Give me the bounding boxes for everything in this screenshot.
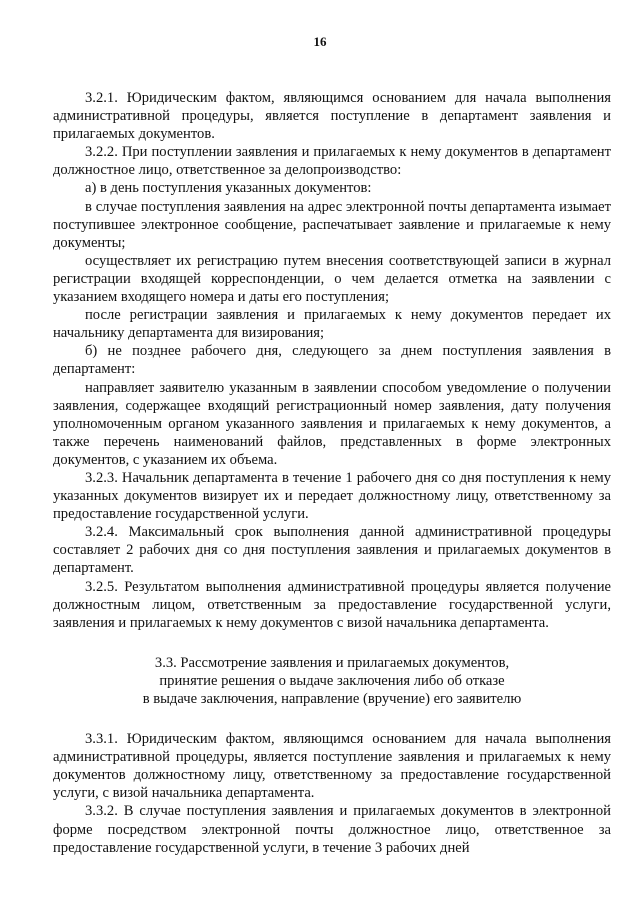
paragraph-3-2-3: 3.2.3. Начальник департамента в течение 1 рабочего дня со дня поступления к нему указанных документов визирует их и передает должностному лицу, ответственному за предоставление государственной услуги.: [53, 469, 611, 523]
section-heading-3-3: [53, 654, 611, 708]
section-heading-line-1: 3.3. Рассмотрение заявления и прилагаемых документов,: [154, 654, 510, 671]
paragraph-registration: осуществляет их регистрацию путем внесения соответствующей записи в журнал регистрации входящей корреспонденции, о чем делается отметка на заявлении с указанием входящего номера и даты его поступления;: [53, 252, 611, 306]
page-number: 16: [313, 34, 327, 49]
paragraph-3-3-2: 3.3.2. В случае поступления заявления и прилагаемых документов в электронной форме посредством электронной почты должностное лицо, ответственное за предоставление государственной услуги, в течение 3 рабочих дней: [53, 803, 611, 856]
paragraph-3-2-1: 3.2.1. Юридическим фактом, являющимся основанием для начала выполнения административной процедуры, является поступление в департамент заявления и прилагаемых документов.: [53, 90, 611, 143]
paragraph-3-2-4: 3.2.4. Максимальный срок выполнения данной административной процедуры составляет 2 рабочих дня со дня поступления заявления и прилагаемых документов в департамент.: [53, 524, 611, 577]
document-body: [53, 89, 611, 857]
paragraph-3-2-5: 3.2.5. Результатом выполнения административной процедуры является получение должностным лицом, ответственным за предоставление государственной услуги, заявления и прилагаемых к нему документов с визой начальника департамента.: [53, 578, 611, 631]
paragraph-transfer-to-head: после регистрации заявления и прилагаемых к нему документов передает их начальнику департамента для визирования;: [53, 307, 611, 342]
paragraph-item-a: а) в день поступления указанных документов:: [85, 180, 372, 197]
paragraph-notification: направляет заявителю указанным в заявлении способом уведомление о получении заявления, содержащее входящий регистрационный номер заявления, дату получения уполномоченным органом указанного заявления и прилагаемых к нему документов, а также перечень наименований файлов, представленных в форме электронных документов, с указанием их объема.: [53, 379, 611, 468]
paragraph-item-b: б) не позднее рабочего дня, следующего за днем поступления заявления в департамент:: [53, 343, 611, 378]
paragraph-3-3-1: 3.3.1. Юридическим фактом, являющимся основанием для начала выполнения административной процедуры, является поступление заявления и прилагаемых к нему документов должностному лицу, ответственному за предоставление государственной услуги, с визой начальника департамента.: [53, 731, 611, 802]
paragraph-email-receipt: в случае поступления заявления на адрес электронной почты департамента изымает поступившее электронное сообщение, распечатывает заявление и прилагаемые к нему документы;: [53, 198, 611, 251]
section-heading-line-3: в выдаче заключения, направление (вручение) его заявителю: [142, 691, 522, 707]
section-heading-line-2: принятие решения о выдаче заключения либо об отказе: [159, 672, 505, 689]
paragraph-3-2-2: 3.2.2. При поступлении заявления и прилагаемых к нему документов в департамент должностное лицо, ответственное за делопроизводство:: [53, 144, 611, 179]
